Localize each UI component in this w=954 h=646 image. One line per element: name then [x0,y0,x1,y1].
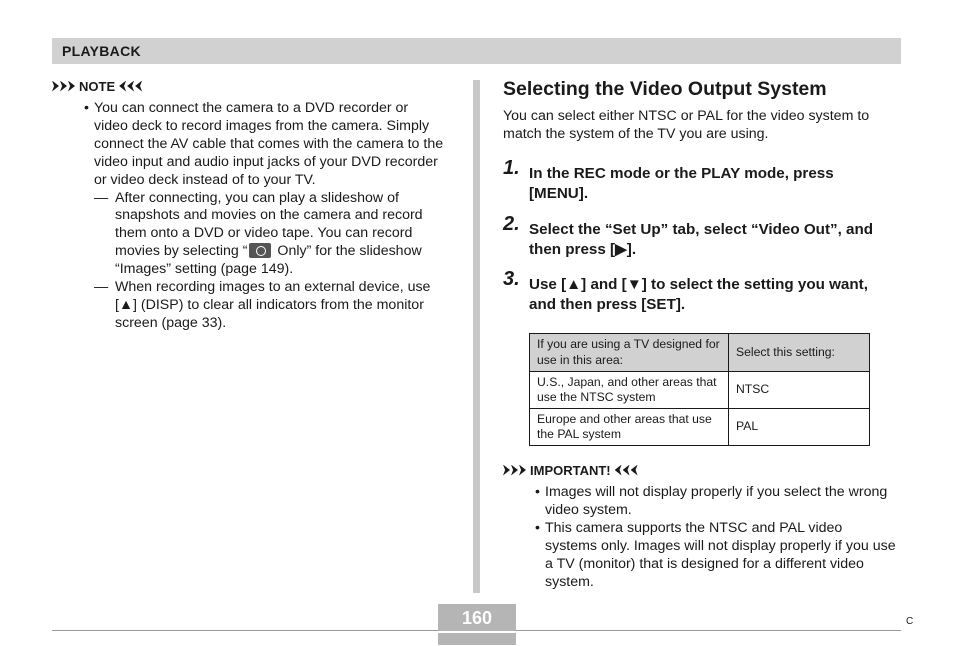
dash-icon: — [94,279,109,296]
step-item [503,157,903,204]
bullet-icon: • [84,100,89,116]
note-bullet-text: You can connect the camera to a DVD recorder or video deck to record images from the camera. Simply connect the AV cable that comes with the camera to the video input and audio input jacks of your DVD recorder or video deck instead of to your TV. [94,100,444,188]
table-header-cell: Select this setting: [729,334,870,372]
corner-mark: C [906,616,914,627]
note-dash1-pre: After connecting, you can play a slideshow of snapshots and movies on the camera and record them onto a DVD or video tape. You can record movies by selecting “ [115,189,423,260]
important-title: IMPORTANT! [530,462,611,478]
important-section [503,460,903,591]
list-item [503,484,903,520]
dash-icon: — [94,189,109,206]
column-divider [473,80,480,593]
table-row [530,409,870,446]
table-cell-setting: PAL [729,409,870,446]
page-number: 160 [461,608,493,628]
important-item-text: This camera supports the NTSC and PAL video systems only. Images will not display properly if you use a TV (monitor) that is designed for a different video system. [545,519,896,590]
step-number: 1. [503,157,520,179]
note-dash-item [94,279,452,333]
step-number: 2. [503,213,520,235]
note-section [52,76,452,333]
important-body [503,484,903,591]
note-dash-item [94,190,452,280]
table-cell-area: Europe and other areas that use the PAL system [530,409,729,446]
table-cell-area: U.S., Japan, and other areas that use the NTSC system [530,372,729,409]
video-output-section [503,78,903,315]
arrow-marks-icon [52,81,75,92]
step-text: Use [▲] and [▼] to select the setting you want, and then press [SET]. [529,276,868,313]
section-header-label: PLAYBACK [62,43,141,59]
section-header-bar [52,38,901,64]
bullet-icon: • [535,519,540,536]
page-number-underline [438,631,516,633]
step-text: Select the “Set Up” tab, select “Video Out”, and then press [▶]. [529,221,874,258]
arrow-marks-icon [503,465,526,476]
table-cell-setting: NTSC [729,372,870,409]
note-heading [52,76,452,96]
table-header-row [530,334,870,372]
section-title: Selecting the Video Output System [503,78,827,100]
note-body [52,100,452,333]
arrow-marks-icon [119,81,142,92]
page-number-box [438,604,516,645]
step-text: In the REC mode or the PLAY mode, press [MENU]. [529,165,834,202]
step-item [503,213,903,260]
note-dash-text: When recording images to an external device, use [▲] (DISP) to clear all indicators from the monitor screen (page 33). [115,279,431,331]
important-item-text: Images will not display properly if you select the wrong video system. [545,484,888,518]
arrow-marks-icon [615,465,638,476]
step-number: 3. [503,268,520,290]
note-dash1-post: Only” for the slideshow “Images” setting (page 149). [115,243,422,278]
video-system-table [529,333,870,446]
section-intro: You can select either NTSC or PAL for the video system to match the system of the TV you are using. [503,108,870,142]
table-row [530,372,870,409]
important-heading [503,460,903,480]
movie-mode-icon [249,243,271,258]
table-header-cell: If you are using a TV designed for use in this area: [530,334,729,372]
list-item [503,520,903,592]
step-item [503,268,903,315]
note-title: NOTE [79,78,116,94]
bullet-icon: • [535,484,540,500]
note-dash-text [115,190,455,280]
